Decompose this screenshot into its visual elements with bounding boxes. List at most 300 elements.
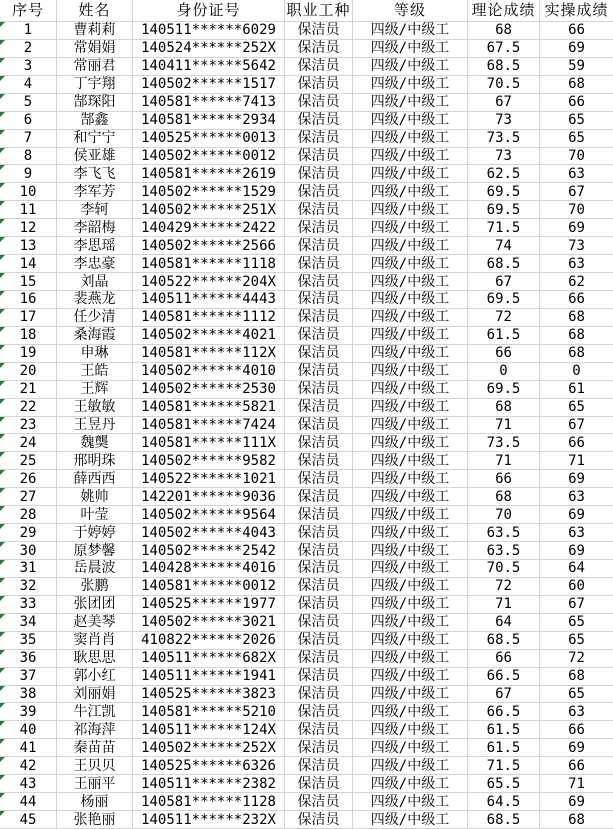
cell-name[interactable] [57, 650, 133, 668]
cell-no[interactable] [0, 130, 57, 148]
cell-no[interactable] [0, 417, 57, 435]
cell-id-number[interactable] [133, 183, 285, 201]
cell-level[interactable] [353, 201, 468, 219]
cell-occupation[interactable] [285, 363, 353, 381]
cell-id-number[interactable] [133, 112, 285, 130]
cell-practical-score[interactable] [540, 309, 613, 327]
cell-level[interactable] [353, 721, 468, 739]
cell-occupation[interactable] [285, 452, 353, 470]
cell-occupation[interactable] [285, 524, 353, 542]
cell-theory-score[interactable] [468, 273, 540, 291]
cell-id-number[interactable] [133, 596, 285, 614]
cell-practical-score[interactable] [540, 668, 613, 686]
cell-practical-score[interactable] [540, 560, 613, 578]
cell-name[interactable] [57, 148, 133, 166]
cell-theory-score[interactable] [468, 703, 540, 721]
cell-no[interactable] [0, 703, 57, 721]
cell-id-number[interactable] [133, 255, 285, 273]
cell-name[interactable] [57, 811, 133, 829]
cell-no[interactable] [0, 58, 57, 76]
cell-occupation[interactable] [285, 309, 353, 327]
cell-level[interactable] [353, 417, 468, 435]
cell-practical-score[interactable] [540, 40, 613, 58]
col-header-id-number[interactable]: 身份证号 [133, 0, 285, 22]
cell-level[interactable] [353, 399, 468, 417]
cell-level[interactable] [353, 488, 468, 506]
cell-practical-score[interactable] [540, 399, 613, 417]
cell-theory-score[interactable] [468, 542, 540, 560]
cell-no[interactable] [0, 40, 57, 58]
cell-no[interactable] [0, 686, 57, 704]
cell-practical-score[interactable] [540, 721, 613, 739]
cell-theory-score[interactable] [468, 686, 540, 704]
cell-practical-score[interactable] [540, 506, 613, 524]
cell-theory-score[interactable] [468, 22, 540, 40]
cell-name[interactable] [57, 345, 133, 363]
cell-theory-score[interactable] [468, 363, 540, 381]
cell-occupation[interactable] [285, 399, 353, 417]
cell-theory-score[interactable] [468, 757, 540, 775]
cell-theory-score[interactable] [468, 614, 540, 632]
col-header-name[interactable]: 姓名 [57, 0, 133, 22]
cell-id-number[interactable] [133, 76, 285, 94]
cell-practical-score[interactable] [540, 452, 613, 470]
cell-level[interactable] [353, 183, 468, 201]
cell-no[interactable] [0, 775, 57, 793]
cell-theory-score[interactable] [468, 309, 540, 327]
cell-no[interactable] [0, 650, 57, 668]
cell-no[interactable] [0, 399, 57, 417]
cell-theory-score[interactable] [468, 255, 540, 273]
cell-no[interactable] [0, 381, 57, 399]
cell-occupation[interactable] [285, 237, 353, 255]
cell-level[interactable] [353, 614, 468, 632]
cell-occupation[interactable] [285, 40, 353, 58]
cell-occupation[interactable] [285, 650, 353, 668]
cell-no[interactable] [0, 183, 57, 201]
cell-level[interactable] [353, 560, 468, 578]
cell-id-number[interactable] [133, 327, 285, 345]
cell-id-number[interactable] [133, 165, 285, 183]
cell-practical-score[interactable] [540, 417, 613, 435]
cell-name[interactable] [57, 255, 133, 273]
cell-occupation[interactable] [285, 273, 353, 291]
cell-occupation[interactable] [285, 614, 353, 632]
cell-name[interactable] [57, 58, 133, 76]
cell-name[interactable] [57, 76, 133, 94]
col-header-practical-score[interactable]: 实操成绩 [540, 0, 613, 22]
cell-level[interactable] [353, 578, 468, 596]
cell-no[interactable] [0, 434, 57, 452]
cell-level[interactable] [353, 434, 468, 452]
cell-practical-score[interactable] [540, 739, 613, 757]
cell-theory-score[interactable] [468, 811, 540, 829]
cell-name[interactable] [57, 363, 133, 381]
cell-id-number[interactable] [133, 309, 285, 327]
cell-theory-score[interactable] [468, 721, 540, 739]
cell-occupation[interactable] [285, 219, 353, 237]
col-header-level[interactable]: 等级 [353, 0, 468, 22]
cell-no[interactable] [0, 363, 57, 381]
cell-level[interactable] [353, 793, 468, 811]
cell-id-number[interactable] [133, 632, 285, 650]
cell-id-number[interactable] [133, 219, 285, 237]
cell-occupation[interactable] [285, 739, 353, 757]
cell-level[interactable] [353, 130, 468, 148]
cell-occupation[interactable] [285, 686, 353, 704]
cell-no[interactable] [0, 76, 57, 94]
cell-practical-score[interactable] [540, 94, 613, 112]
cell-no[interactable] [0, 560, 57, 578]
cell-name[interactable] [57, 452, 133, 470]
cell-name[interactable] [57, 614, 133, 632]
cell-no[interactable] [0, 811, 57, 829]
cell-practical-score[interactable] [540, 345, 613, 363]
cell-theory-score[interactable] [468, 650, 540, 668]
cell-no[interactable] [0, 255, 57, 273]
cell-id-number[interactable] [133, 417, 285, 435]
cell-id-number[interactable] [133, 488, 285, 506]
cell-name[interactable] [57, 112, 133, 130]
cell-name[interactable] [57, 560, 133, 578]
cell-occupation[interactable] [285, 578, 353, 596]
cell-name[interactable] [57, 381, 133, 399]
cell-level[interactable] [353, 524, 468, 542]
cell-practical-score[interactable] [540, 165, 613, 183]
cell-occupation[interactable] [285, 58, 353, 76]
cell-occupation[interactable] [285, 148, 353, 166]
cell-level[interactable] [353, 291, 468, 309]
cell-theory-score[interactable] [468, 148, 540, 166]
cell-practical-score[interactable] [540, 686, 613, 704]
cell-level[interactable] [353, 112, 468, 130]
cell-occupation[interactable] [285, 22, 353, 40]
cell-name[interactable] [57, 22, 133, 40]
cell-level[interactable] [353, 739, 468, 757]
cell-practical-score[interactable] [540, 470, 613, 488]
cell-theory-score[interactable] [468, 112, 540, 130]
cell-practical-score[interactable] [540, 650, 613, 668]
cell-no[interactable] [0, 506, 57, 524]
cell-theory-score[interactable] [468, 596, 540, 614]
cell-occupation[interactable] [285, 632, 353, 650]
cell-no[interactable] [0, 596, 57, 614]
cell-no[interactable] [0, 524, 57, 542]
cell-theory-score[interactable] [468, 58, 540, 76]
cell-practical-score[interactable] [540, 793, 613, 811]
cell-id-number[interactable] [133, 721, 285, 739]
cell-no[interactable] [0, 165, 57, 183]
cell-occupation[interactable] [285, 345, 353, 363]
cell-no[interactable] [0, 542, 57, 560]
cell-practical-score[interactable] [540, 58, 613, 76]
cell-level[interactable] [353, 632, 468, 650]
cell-id-number[interactable] [133, 291, 285, 309]
cell-theory-score[interactable] [468, 739, 540, 757]
cell-level[interactable] [353, 165, 468, 183]
cell-practical-score[interactable] [540, 381, 613, 399]
cell-level[interactable] [353, 542, 468, 560]
cell-level[interactable] [353, 345, 468, 363]
cell-no[interactable] [0, 452, 57, 470]
cell-name[interactable] [57, 130, 133, 148]
cell-id-number[interactable] [133, 201, 285, 219]
cell-id-number[interactable] [133, 811, 285, 829]
cell-id-number[interactable] [133, 148, 285, 166]
cell-theory-score[interactable] [468, 488, 540, 506]
cell-name[interactable] [57, 632, 133, 650]
cell-id-number[interactable] [133, 237, 285, 255]
cell-practical-score[interactable] [540, 237, 613, 255]
cell-practical-score[interactable] [540, 76, 613, 94]
cell-no[interactable] [0, 757, 57, 775]
cell-no[interactable] [0, 345, 57, 363]
cell-theory-score[interactable] [468, 94, 540, 112]
cell-theory-score[interactable] [468, 165, 540, 183]
cell-id-number[interactable] [133, 614, 285, 632]
cell-id-number[interactable] [133, 130, 285, 148]
cell-name[interactable] [57, 219, 133, 237]
cell-level[interactable] [353, 811, 468, 829]
cell-practical-score[interactable] [540, 703, 613, 721]
cell-theory-score[interactable] [468, 381, 540, 399]
cell-occupation[interactable] [285, 434, 353, 452]
cell-name[interactable] [57, 488, 133, 506]
cell-no[interactable] [0, 148, 57, 166]
col-header-occupation[interactable]: 职业工种 [285, 0, 353, 22]
cell-name[interactable] [57, 739, 133, 757]
cell-theory-score[interactable] [468, 578, 540, 596]
cell-theory-score[interactable] [468, 524, 540, 542]
cell-id-number[interactable] [133, 739, 285, 757]
cell-practical-score[interactable] [540, 434, 613, 452]
cell-practical-score[interactable] [540, 291, 613, 309]
cell-name[interactable] [57, 703, 133, 721]
cell-occupation[interactable] [285, 488, 353, 506]
cell-practical-score[interactable] [540, 632, 613, 650]
cell-occupation[interactable] [285, 94, 353, 112]
cell-theory-score[interactable] [468, 417, 540, 435]
cell-level[interactable] [353, 757, 468, 775]
cell-practical-score[interactable] [540, 757, 613, 775]
cell-id-number[interactable] [133, 381, 285, 399]
cell-level[interactable] [353, 596, 468, 614]
cell-name[interactable] [57, 417, 133, 435]
cell-no[interactable] [0, 112, 57, 130]
cell-id-number[interactable] [133, 363, 285, 381]
cell-theory-score[interactable] [468, 668, 540, 686]
cell-level[interactable] [353, 381, 468, 399]
cell-theory-score[interactable] [468, 130, 540, 148]
cell-occupation[interactable] [285, 417, 353, 435]
cell-no[interactable] [0, 793, 57, 811]
cell-level[interactable] [353, 148, 468, 166]
cell-theory-score[interactable] [468, 775, 540, 793]
cell-name[interactable] [57, 399, 133, 417]
cell-practical-score[interactable] [540, 130, 613, 148]
cell-level[interactable] [353, 327, 468, 345]
cell-level[interactable] [353, 452, 468, 470]
cell-no[interactable] [0, 219, 57, 237]
cell-no[interactable] [0, 470, 57, 488]
cell-level[interactable] [353, 686, 468, 704]
cell-theory-score[interactable] [468, 201, 540, 219]
cell-practical-score[interactable] [540, 614, 613, 632]
cell-no[interactable] [0, 309, 57, 327]
cell-level[interactable] [353, 22, 468, 40]
cell-name[interactable] [57, 327, 133, 345]
cell-no[interactable] [0, 668, 57, 686]
cell-level[interactable] [353, 668, 468, 686]
cell-theory-score[interactable] [468, 219, 540, 237]
cell-name[interactable] [57, 757, 133, 775]
cell-practical-score[interactable] [540, 363, 613, 381]
cell-theory-score[interactable] [468, 327, 540, 345]
cell-id-number[interactable] [133, 650, 285, 668]
cell-id-number[interactable] [133, 452, 285, 470]
cell-theory-score[interactable] [468, 434, 540, 452]
cell-name[interactable] [57, 273, 133, 291]
cell-occupation[interactable] [285, 112, 353, 130]
cell-occupation[interactable] [285, 721, 353, 739]
cell-level[interactable] [353, 219, 468, 237]
cell-no[interactable] [0, 237, 57, 255]
cell-id-number[interactable] [133, 560, 285, 578]
cell-name[interactable] [57, 721, 133, 739]
cell-name[interactable] [57, 668, 133, 686]
cell-occupation[interactable] [285, 291, 353, 309]
cell-occupation[interactable] [285, 76, 353, 94]
cell-occupation[interactable] [285, 130, 353, 148]
cell-no[interactable] [0, 291, 57, 309]
cell-practical-score[interactable] [540, 596, 613, 614]
cell-occupation[interactable] [285, 255, 353, 273]
cell-no[interactable] [0, 94, 57, 112]
cell-occupation[interactable] [285, 165, 353, 183]
cell-occupation[interactable] [285, 327, 353, 345]
cell-practical-score[interactable] [540, 255, 613, 273]
cell-no[interactable] [0, 739, 57, 757]
cell-practical-score[interactable] [540, 148, 613, 166]
cell-level[interactable] [353, 94, 468, 112]
cell-occupation[interactable] [285, 560, 353, 578]
cell-name[interactable] [57, 291, 133, 309]
cell-name[interactable] [57, 309, 133, 327]
cell-id-number[interactable] [133, 542, 285, 560]
cell-practical-score[interactable] [540, 327, 613, 345]
cell-id-number[interactable] [133, 686, 285, 704]
cell-occupation[interactable] [285, 183, 353, 201]
cell-level[interactable] [353, 273, 468, 291]
cell-practical-score[interactable] [540, 219, 613, 237]
cell-level[interactable] [353, 363, 468, 381]
cell-theory-score[interactable] [468, 345, 540, 363]
cell-no[interactable] [0, 327, 57, 345]
cell-theory-score[interactable] [468, 183, 540, 201]
cell-practical-score[interactable] [540, 524, 613, 542]
cell-name[interactable] [57, 506, 133, 524]
cell-name[interactable] [57, 434, 133, 452]
cell-level[interactable] [353, 650, 468, 668]
cell-theory-score[interactable] [468, 291, 540, 309]
cell-practical-score[interactable] [540, 273, 613, 291]
cell-occupation[interactable] [285, 793, 353, 811]
cell-no[interactable] [0, 22, 57, 40]
cell-occupation[interactable] [285, 668, 353, 686]
cell-occupation[interactable] [285, 757, 353, 775]
cell-id-number[interactable] [133, 668, 285, 686]
cell-name[interactable] [57, 775, 133, 793]
cell-name[interactable] [57, 165, 133, 183]
cell-name[interactable] [57, 183, 133, 201]
cell-occupation[interactable] [285, 596, 353, 614]
cell-level[interactable] [353, 255, 468, 273]
cell-no[interactable] [0, 721, 57, 739]
cell-theory-score[interactable] [468, 470, 540, 488]
cell-no[interactable] [0, 273, 57, 291]
cell-practical-score[interactable] [540, 542, 613, 560]
cell-no[interactable] [0, 632, 57, 650]
cell-occupation[interactable] [285, 542, 353, 560]
cell-id-number[interactable] [133, 757, 285, 775]
cell-theory-score[interactable] [468, 237, 540, 255]
cell-level[interactable] [353, 237, 468, 255]
cell-name[interactable] [57, 578, 133, 596]
cell-theory-score[interactable] [468, 399, 540, 417]
cell-level[interactable] [353, 470, 468, 488]
cell-occupation[interactable] [285, 775, 353, 793]
cell-name[interactable] [57, 40, 133, 58]
cell-practical-score[interactable] [540, 112, 613, 130]
cell-id-number[interactable] [133, 273, 285, 291]
cell-occupation[interactable] [285, 470, 353, 488]
cell-practical-score[interactable] [540, 201, 613, 219]
cell-id-number[interactable] [133, 399, 285, 417]
cell-id-number[interactable] [133, 775, 285, 793]
cell-occupation[interactable] [285, 811, 353, 829]
cell-name[interactable] [57, 94, 133, 112]
cell-no[interactable] [0, 488, 57, 506]
cell-practical-score[interactable] [540, 488, 613, 506]
cell-name[interactable] [57, 470, 133, 488]
cell-id-number[interactable] [133, 703, 285, 721]
cell-id-number[interactable] [133, 470, 285, 488]
col-header-no[interactable]: 序号 [0, 0, 57, 22]
cell-theory-score[interactable] [468, 76, 540, 94]
cell-id-number[interactable] [133, 578, 285, 596]
cell-level[interactable] [353, 309, 468, 327]
cell-practical-score[interactable] [540, 578, 613, 596]
cell-name[interactable] [57, 237, 133, 255]
cell-level[interactable] [353, 40, 468, 58]
cell-id-number[interactable] [133, 345, 285, 363]
cell-theory-score[interactable] [468, 40, 540, 58]
cell-practical-score[interactable] [540, 811, 613, 829]
cell-level[interactable] [353, 703, 468, 721]
cell-id-number[interactable] [133, 94, 285, 112]
cell-no[interactable] [0, 614, 57, 632]
cell-level[interactable] [353, 506, 468, 524]
cell-occupation[interactable] [285, 201, 353, 219]
cell-theory-score[interactable] [468, 632, 540, 650]
cell-occupation[interactable] [285, 381, 353, 399]
cell-name[interactable] [57, 686, 133, 704]
cell-id-number[interactable] [133, 506, 285, 524]
cell-theory-score[interactable] [468, 793, 540, 811]
cell-level[interactable] [353, 775, 468, 793]
cell-theory-score[interactable] [468, 506, 540, 524]
cell-name[interactable] [57, 524, 133, 542]
